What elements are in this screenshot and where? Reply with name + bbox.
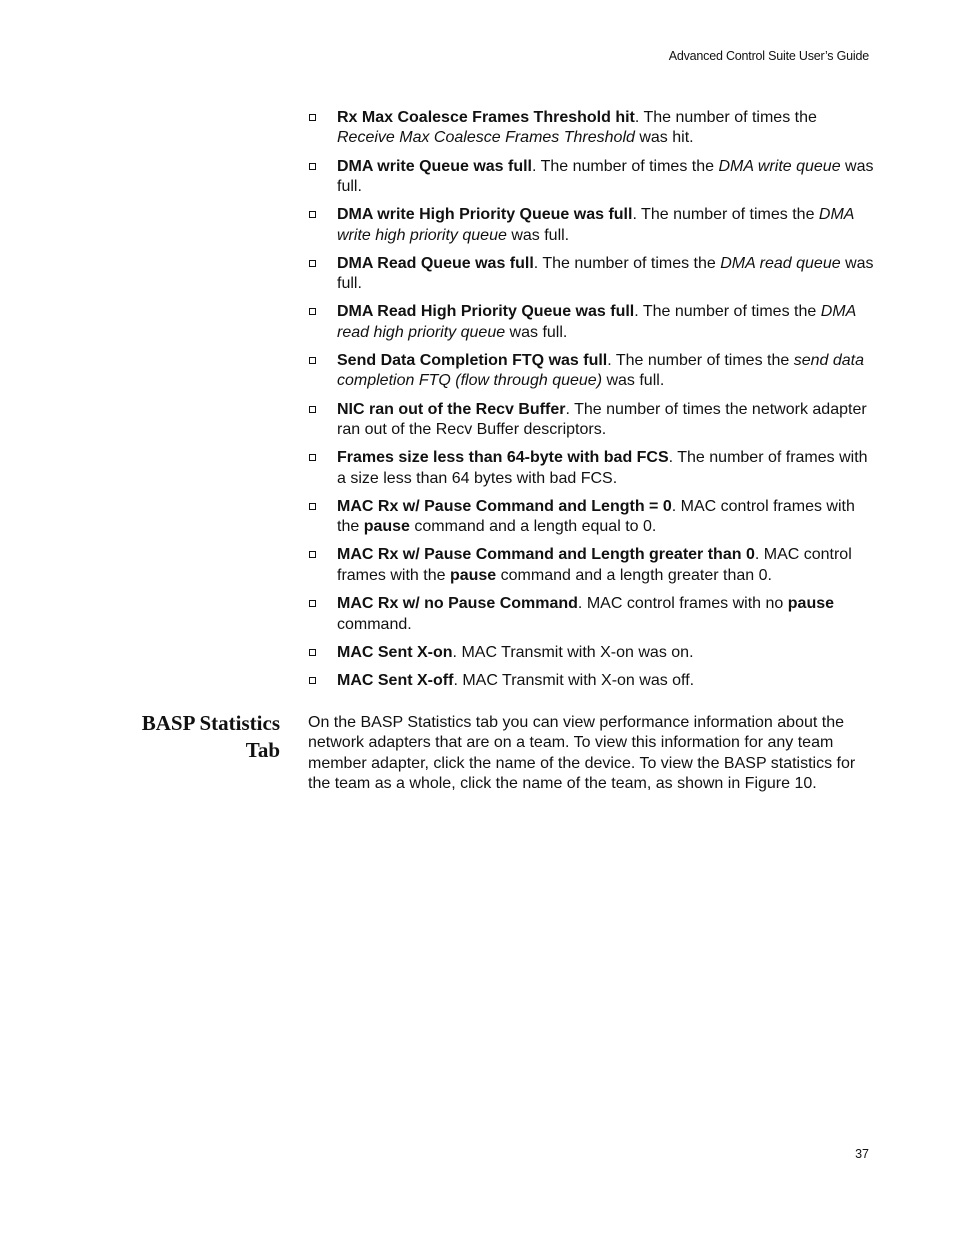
bullet-text: . MAC control frames with the — [337, 497, 855, 536]
square-bullet-icon — [309, 677, 316, 684]
bullet-text: was full. — [505, 323, 568, 341]
bullet-text: . The number of times the network adapter ran out of the Recv Buffer descriptors. — [337, 400, 867, 439]
bullet-item — [308, 351, 874, 392]
bullet-italic-term: DMA read high priority queue — [337, 303, 856, 341]
bullet-text: command. — [337, 615, 412, 633]
bullet-item — [308, 205, 874, 246]
bullet-item — [308, 302, 874, 343]
page-number: 37 — [855, 1147, 869, 1161]
square-bullet-icon — [309, 600, 316, 607]
bullet-italic-term: DMA write queue — [718, 157, 841, 175]
bullet-text: . MAC control frames with no — [577, 595, 788, 613]
bullet-item — [308, 448, 874, 489]
bullet-text: . The number of times the — [532, 157, 719, 175]
bullet-text: . The number of times the — [634, 303, 821, 321]
square-bullet-icon — [309, 454, 316, 461]
bullet-item — [308, 108, 874, 149]
square-bullet-icon — [309, 406, 316, 413]
bullet-text: . The number of times the — [607, 352, 794, 370]
bullet-item — [308, 497, 874, 538]
bullet-text: was full. — [337, 254, 874, 293]
section-heading-line-1: BASP Statistics — [141, 711, 280, 735]
bullet-term: MAC Rx w/ no Pause Command — [337, 595, 578, 613]
bullet-italic-term: DMA write high priority queue — [337, 206, 854, 244]
square-bullet-icon — [309, 114, 316, 121]
bullet-item — [308, 643, 874, 663]
bullet-term: NIC ran out of the Recv Buffer — [337, 400, 566, 418]
bullet-text: command and a length greater than 0. — [496, 566, 772, 584]
bullet-item — [308, 400, 874, 441]
bullet-term: MAC Rx w/ Pause Command and Length greater than 0 — [337, 546, 755, 564]
bullet-italic-term: Receive Max Coalesce Frames Threshold — [337, 129, 635, 147]
bullet-term: DMA Read High Priority Queue was full — [337, 303, 635, 321]
square-bullet-icon — [309, 211, 316, 218]
bullet-text: . The number of times the — [533, 254, 721, 272]
bullet-item — [308, 254, 874, 295]
bullet-term: Frames size less than 64-byte with bad FCS — [337, 449, 669, 467]
bullet-term: Send Data Completion FTQ was full — [337, 352, 608, 370]
square-bullet-icon — [309, 649, 316, 656]
bullet-term: MAC Rx w/ Pause Command and Length = 0 — [337, 497, 672, 515]
square-bullet-icon — [309, 357, 316, 364]
bullet-italic-term: send data completion FTQ (flow through queue) — [337, 352, 864, 390]
bullet-text: . The number of times the — [632, 206, 819, 224]
bullet-text: was full. — [337, 157, 874, 196]
section-heading — [100, 710, 280, 764]
running-header: Advanced Control Suite User’s Guide — [668, 49, 869, 63]
bullet-term: DMA write Queue was full — [337, 157, 532, 175]
section-heading-line-2: Tab — [245, 738, 280, 762]
bullet-bold-term: pause — [787, 595, 835, 613]
bullet-term: MAC Sent X-off — [337, 671, 454, 689]
square-bullet-icon — [309, 308, 316, 315]
bullet-term: MAC Sent X-on — [337, 643, 453, 661]
bullet-item — [308, 545, 874, 586]
square-bullet-icon — [309, 551, 316, 558]
bullet-text: was full. — [602, 372, 665, 390]
bullet-text: . The number of times the — [634, 109, 817, 126]
square-bullet-icon — [309, 163, 316, 170]
bullet-term: DMA write High Priority Queue was full — [337, 206, 633, 224]
square-bullet-icon — [309, 260, 316, 267]
bullet-text: . MAC Transmit with X-on was on. — [452, 643, 694, 661]
bullet-text: . MAC control frames with the — [337, 546, 852, 584]
bullet-text: . The number of frames with a size less than 64 bytes with bad FCS. — [337, 449, 868, 487]
bullet-item — [308, 594, 874, 635]
bullet-text: was full. — [506, 226, 570, 244]
bullet-term: Rx Max Coalesce Frames Threshold hit — [337, 109, 635, 126]
bullet-text: . MAC Transmit with X-on was off. — [453, 671, 695, 689]
bullet-text: was hit. — [634, 129, 694, 147]
bullet-bold-term: pause — [363, 518, 410, 536]
bullet-bold-term: pause — [449, 566, 497, 584]
bullet-item — [308, 157, 874, 198]
square-bullet-icon — [309, 503, 316, 510]
bullet-item — [308, 671, 874, 691]
bullet-text: command and a length equal to 0. — [409, 518, 657, 536]
bullet-term: DMA Read Queue was full — [337, 254, 534, 272]
statistics-bullet-list — [308, 108, 874, 699]
bullet-italic-term: DMA read queue — [720, 254, 841, 272]
section-paragraph: On the BASP Statistics tab you can view performance information about the network adapters that are on a team. To view this information for any team member adapter, click the name of the device. To view the BASP statistics for the team as a whole, click the name of the team, as shown in Figure 10. — [308, 714, 856, 793]
